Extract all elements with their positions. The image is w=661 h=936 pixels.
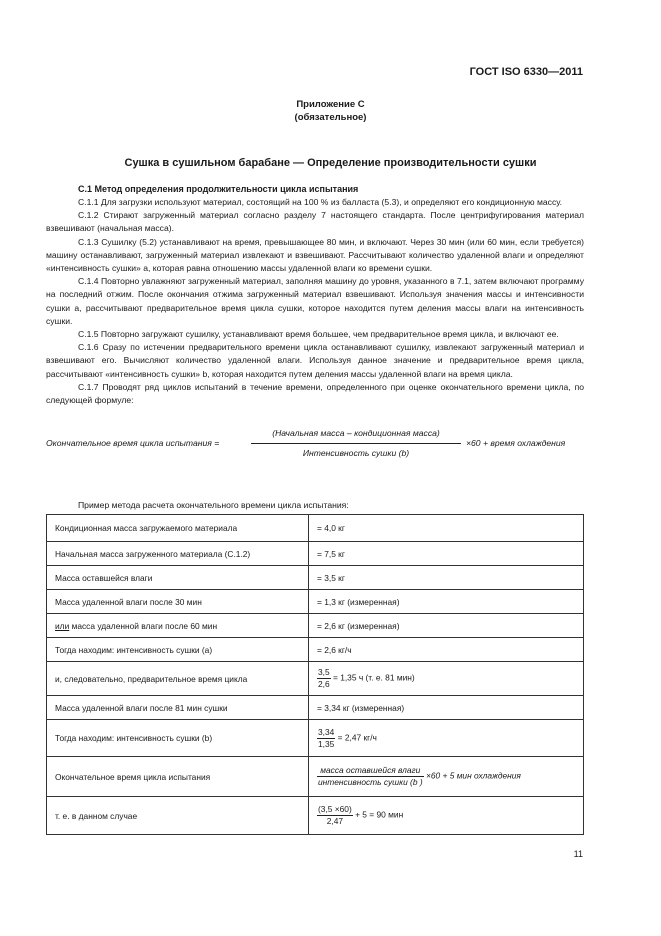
row-value-cell bbox=[309, 797, 584, 835]
paragraph-c17: С.1.7 Проводят ряд циклов испытаний в течение времени, определенного при оценке окончательного времени цикла, по следующей формуле: bbox=[46, 381, 584, 406]
paragraph-c13: С.1.3 Сушилку (5.2) устанавливают на время, превышающее 80 мин, и включают. Через 30 мин (или 60 мин, если требуется) машину останавливают, загруженный материал извлекают и взвешивают. Рассчитывают количество удаленной влаги и определяют «интенсивность сушки» а, которая равна отношению массы удаленной влаги ко времени сушки. bbox=[46, 236, 584, 274]
appendix-status: (обязательное) bbox=[294, 112, 367, 123]
row-value: ×60 + 5 мин охлаждения bbox=[425, 770, 521, 781]
row-label-underlined: или bbox=[55, 620, 70, 631]
row-value-cell bbox=[309, 757, 584, 797]
row-label: Масса удаленной влаги после 81 мин сушки bbox=[47, 696, 309, 720]
body-text bbox=[46, 196, 584, 407]
row-value: = 4,0 кг bbox=[309, 515, 584, 542]
row-value: = 2,6 кг/ч bbox=[309, 638, 584, 662]
fraction-numerator: (3,5 ×60) bbox=[318, 804, 352, 814]
row-label: Масса удаленной влаги после 30 мин bbox=[47, 590, 309, 614]
paragraph-c14: С.1.4 Повторно увлажняют загруженный материал, заполняя машину до уровня, указанного в 7.1, затем включают программу на последний отжим. После окончания отжима загруженный материал взвешивают. Используя значения массы и интенсивности сушки а, рассчитывают предварительное время цикла сушки, которое находится путем деления массы влаги на интенсивность сушки. bbox=[46, 276, 584, 326]
fraction bbox=[317, 667, 331, 690]
standard-number: ГОСТ ISO 6330—2011 bbox=[469, 66, 583, 78]
table-row bbox=[47, 696, 584, 720]
section-heading: С.1 Метод определения продолжительности цикла испытания bbox=[78, 184, 359, 194]
formula-lhs: Окончательное время цикла испытания = bbox=[46, 438, 220, 448]
table-row bbox=[47, 662, 584, 696]
formula-rhs: ×60 + время охлаждения bbox=[466, 438, 566, 448]
row-value: = 2,47 кг/ч bbox=[337, 732, 377, 743]
row-label: т. е. в данном случае bbox=[47, 797, 309, 835]
paragraph-c11: С.1.1 Для загрузки используют материал, состоящий на 100 % из балласта (5.3), и определяют его кондиционную массу. bbox=[78, 197, 563, 207]
row-label: Окончательное время цикла испытания bbox=[47, 757, 309, 797]
fraction-denominator: интенсивность сушки (b ) bbox=[318, 777, 423, 787]
fraction-numerator: масса оставшейся влаги bbox=[317, 765, 424, 777]
appendix-title: Приложение С bbox=[296, 99, 365, 110]
row-value-cell bbox=[309, 720, 584, 757]
table-row bbox=[47, 515, 584, 542]
row-label: Тогда находим: интенсивность сушки (b) bbox=[47, 720, 309, 757]
paragraph-c16: С.1.6 Сразу по истечении предварительного времени цикла останавливают сушилку, извлекают загруженный материал и взвешивают его. Вычисляют количество удаленной влаги. Используя данное значение и предварительное время цикла, рассчитывают «интенсивность сушки» b, которая находится путем деления массы удаленной влаги на время цикла. bbox=[46, 342, 584, 379]
table-row bbox=[47, 542, 584, 566]
calculation-table bbox=[46, 514, 584, 835]
table-row bbox=[47, 797, 584, 835]
paragraph-c15: С.1.5 Повторно загружают сушилку, устанавливают время большее, чем предварительное время цикла, и включают ее. bbox=[78, 329, 559, 340]
fraction bbox=[317, 765, 424, 788]
table-row bbox=[47, 566, 584, 590]
row-value: + 5 = 90 мин bbox=[355, 809, 404, 820]
row-label: Начальная масса загруженного материала (С.1.2) bbox=[47, 542, 309, 566]
table-row bbox=[47, 614, 584, 638]
formula-denominator: Интенсивность сушки (b) bbox=[302, 448, 410, 458]
fraction-denominator: 1,35 bbox=[318, 738, 335, 749]
fraction bbox=[317, 727, 335, 750]
fraction bbox=[317, 804, 353, 827]
table-row bbox=[47, 590, 584, 614]
row-value: = 2,6 кг (измеренная) bbox=[309, 614, 584, 638]
table-row bbox=[47, 638, 584, 662]
fraction-numerator: 3,5 bbox=[318, 667, 330, 677]
row-label: Тогда находим: интенсивность сушки (а) bbox=[47, 638, 309, 662]
row-value: = 1,35 ч (т. е. 81 мин) bbox=[332, 672, 415, 683]
row-label: Масса оставшейся влаги bbox=[47, 566, 309, 590]
page-title: Сушка в сушильном барабане — Определение производительности сушки bbox=[124, 157, 537, 169]
row-label-rest: масса удаленной влаги после 60 мин bbox=[69, 620, 218, 631]
example-intro: Пример метода расчета окончательного времени цикла испытания: bbox=[78, 500, 349, 510]
row-value: = 3,34 кг (измеренная) bbox=[309, 696, 584, 720]
fraction-numerator: 3,34 bbox=[318, 726, 335, 737]
table-row bbox=[47, 720, 584, 757]
fraction-denominator: 2,6 bbox=[318, 679, 330, 689]
table-row bbox=[47, 757, 584, 797]
cycle-time-formula bbox=[46, 428, 586, 462]
row-value: = 3,5 кг bbox=[309, 566, 584, 590]
formula-numerator: (Начальная масса – кондиционная масса) bbox=[272, 428, 440, 438]
row-label bbox=[47, 614, 309, 638]
fraction-denominator: 2,47 bbox=[326, 816, 344, 826]
row-label: и, следовательно, предварительное время цикла bbox=[47, 662, 309, 696]
row-value-cell bbox=[309, 662, 584, 696]
row-value: = 1,3 кг (измеренная) bbox=[309, 590, 584, 614]
row-value: = 7,5 кг bbox=[309, 542, 584, 566]
formula-fraction-bar bbox=[251, 443, 461, 444]
page-number: 11 bbox=[573, 849, 583, 859]
row-label: Кондиционная масса загружаемого материала bbox=[47, 515, 309, 542]
appendix-heading bbox=[0, 98, 661, 124]
paragraph-c12: С.1.2 Стирают загруженный материал согласно разделу 7 настоящего стандарта. После центрифугирования материал взвешивают (начальная масса). bbox=[46, 210, 584, 234]
